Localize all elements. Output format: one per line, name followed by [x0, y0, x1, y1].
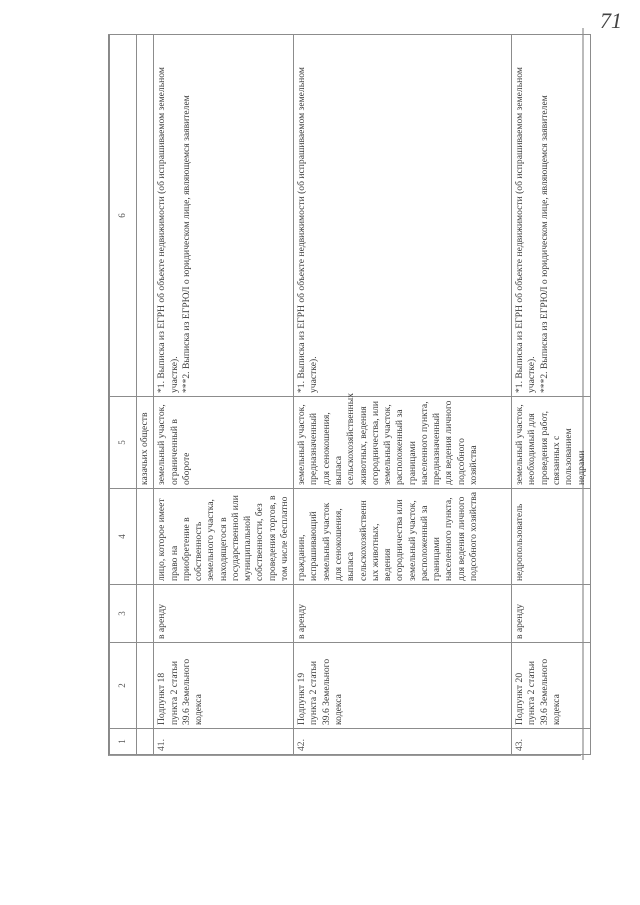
row-number: 43. [512, 729, 591, 755]
table-row [512, 35, 591, 755]
header-col-1: 1 [110, 729, 137, 755]
row-basis: Подпункт 20 пункта 2 статьи 39.6 Земельного кодекса [512, 643, 591, 729]
header-col-5: 5 [110, 397, 137, 489]
row-documents: *1. Выписка из ЕГРН об объекте недвижимости (об испрашиваемом земельном участке). ***2. Выписка из ЕГРЮЛ о юридическом лице, являющемся заявителем [154, 35, 294, 397]
header-col-4: 4 [110, 489, 137, 585]
continuation-row [137, 35, 154, 755]
row-type: в аренду [512, 585, 591, 643]
row-applicant: лицо, которое имеет право на приобретение в собственность земельного участка, находящегося в государственной или муниципальной собственности, без проведения торгов, в том числе бесплатно [154, 489, 294, 585]
row-land: земельный участок, предназначенный для сенокошения, выпаса сельскохозяйственных животных, ведения огородничества, или земельный участок, расположенный за границами населенного пункта, предназначенный для ведения личного подсобного хозяйства [294, 397, 512, 489]
row-land: земельный участок, необходимый для проведения работ, связанных с пользованием недрами [512, 397, 591, 489]
row-number: 41. [154, 729, 294, 755]
continuation-text: казачьих обществ [137, 397, 154, 489]
header-row [110, 35, 137, 755]
rotated-table-wrapper [109, 35, 587, 755]
header-col-2: 2 [110, 643, 137, 729]
land-documents-table [109, 34, 591, 755]
page-number: 71 [600, 8, 622, 33]
header-col-6: 6 [110, 35, 137, 397]
row-basis: Подпункт 18 пункта 2 статьи 39.6 Земельного кодекса [154, 643, 294, 729]
table-row [294, 35, 512, 755]
row-documents: *1. Выписка из ЕГРН об объекте недвижимости (об испрашиваемом земельном участке). ***2. Выписка из ЕГРЮЛ о юридическом лице, являющемся заявителем [512, 35, 591, 397]
table-row [154, 35, 294, 755]
row-basis: Подпункт 19 пункта 2 статьи 39.6 Земельного кодекса [294, 643, 512, 729]
row-documents: *1. Выписка из ЕГРН об объекте недвижимости (об испрашиваемом земельном участке). [294, 35, 512, 397]
document-sheet [108, 34, 587, 756]
header-col-3: 3 [110, 585, 137, 643]
row-applicant: недропользователь [512, 489, 591, 585]
row-type: в аренду [294, 585, 512, 643]
row-land: земельный участок, ограниченный в обороте [154, 397, 294, 489]
row-applicant: гражданин, испрашивающий земельный участок для сенокошения, выпаса сельскохозяйственн ых животных, ведения огородничества или земельный участок, расположенный за границами населенного пункта, для ведения личного подсобного хозяйства [294, 489, 512, 585]
row-number: 42. [294, 729, 512, 755]
row-type: в аренду [154, 585, 294, 643]
